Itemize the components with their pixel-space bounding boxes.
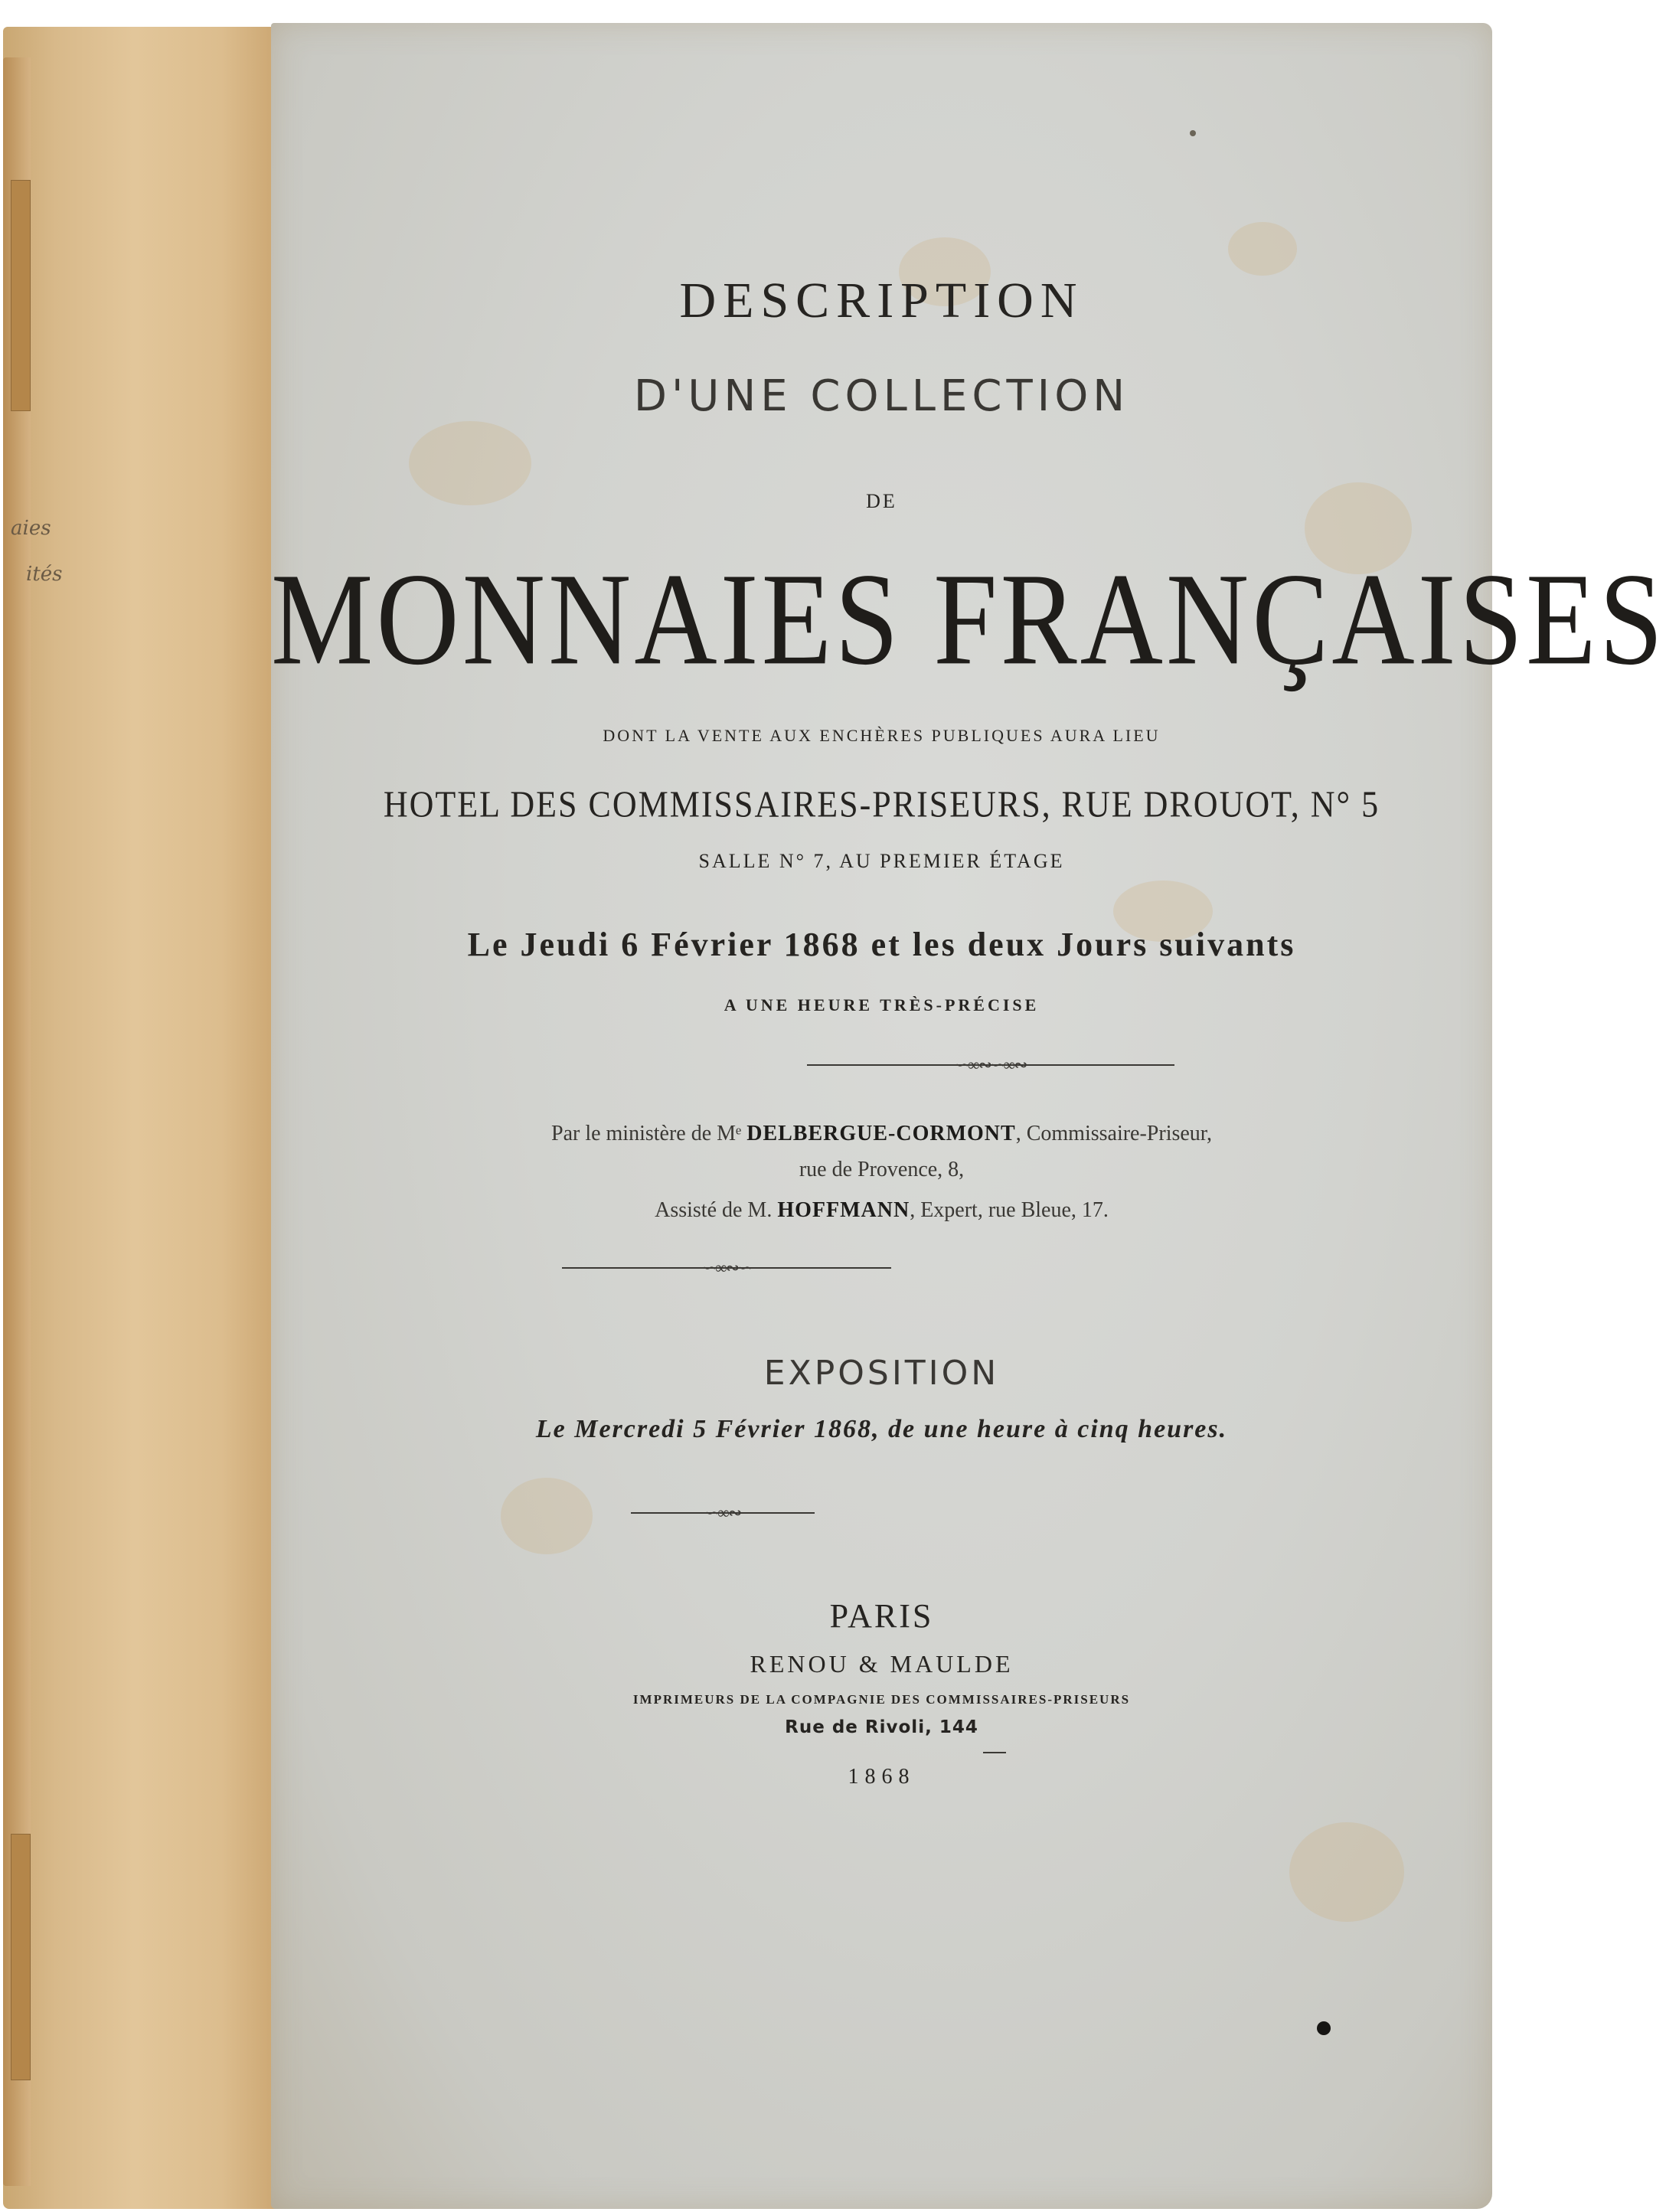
imprint-printer-role: IMPRIMEURS DE LA COMPAGNIE DES COMMISSAIRES-PRISEURS: [632, 1692, 1131, 1707]
auctioneer-suffix: , Commissaire-Priseur,: [1015, 1122, 1212, 1145]
imprint-address: Rue de Rivoli, 144: [785, 1717, 978, 1737]
spine-handwritten-note-1: aies: [11, 517, 51, 540]
imprint-printer: RENOU & MAULDE: [750, 1650, 1014, 1678]
ornament-flourish-icon: ∽∞∾∽∞∾: [955, 1055, 1027, 1074]
ornament-divider-3: [631, 1503, 815, 1522]
expert-name: HOFFMANN: [777, 1198, 910, 1222]
sale-time: A UNE HEURE TRÈS-PRÉCISE: [724, 995, 1040, 1015]
ink-dot: [1317, 2021, 1331, 2035]
spine-tab-bottom: [11, 1834, 31, 2080]
title-collection: D'UNE COLLECTION: [633, 371, 1130, 421]
title-description: DESCRIPTION: [679, 273, 1084, 328]
ink-dot: [1190, 130, 1196, 136]
ornament-divider-2: [562, 1258, 891, 1277]
expert-suffix: , Expert, rue Bleue, 17.: [910, 1198, 1109, 1222]
sale-date: Le Jeudi 6 Février 1868 et les deux Jours suivants: [467, 926, 1296, 963]
ornament-flourish-icon: ∽∞∾∽: [702, 1258, 751, 1277]
imprint-year: 1868: [848, 1765, 916, 1789]
book: [3, 15, 1666, 2209]
spine-handwritten-note-2: ités: [26, 563, 63, 586]
exhibition-date: Le Mercredi 5 Février 1868, de une heure à cinq heures.: [535, 1415, 1228, 1443]
sale-room: SALLE N° 7, AU PREMIER ÉTAGE: [698, 850, 1065, 872]
cover-text-block: [271, 23, 1666, 2209]
auctioneer-prefix: Par le ministère de Mᵉ: [551, 1122, 742, 1145]
auctioneer-name: DELBERGUE-CORMONT: [746, 1122, 1016, 1145]
expert-prefix: Assisté de M.: [655, 1198, 773, 1222]
spine-tab-top: [11, 180, 31, 411]
auctioneer-line: [271, 1122, 1492, 1146]
title-de: DE: [866, 490, 897, 512]
ornament-divider-1: [807, 1055, 1174, 1074]
sale-announcement: DONT LA VENTE AUX ENCHÈRES PUBLIQUES AURA LIEU: [603, 726, 1161, 745]
book-spine: [3, 27, 294, 2209]
imprint-city: PARIS: [829, 1597, 934, 1635]
imprint-rule: [983, 1752, 1006, 1753]
expert-line: [271, 1198, 1492, 1223]
ornament-flourish-icon: ∽∞∾: [704, 1503, 741, 1522]
exhibition-heading: EXPOSITION: [763, 1354, 1000, 1393]
auctioneer-address: rue de Provence, 8,: [799, 1158, 965, 1181]
main-title: MONNAIES FRANÇAISES: [271, 546, 1666, 693]
sale-venue: HOTEL DES COMMISSAIRES-PRISEURS, RUE DROUOT, N° 5: [383, 783, 1380, 825]
book-cover: [271, 23, 1666, 2209]
